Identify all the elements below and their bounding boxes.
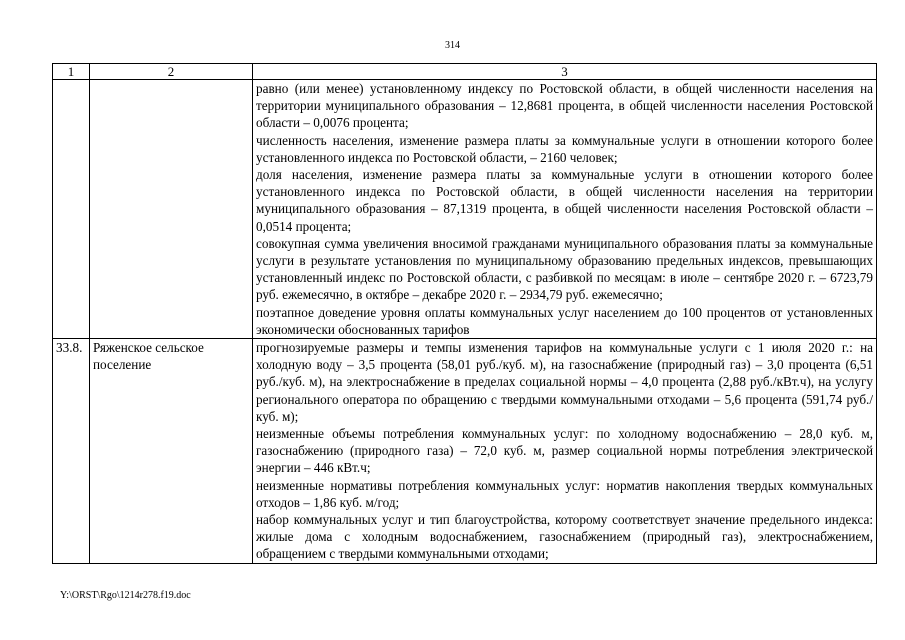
document-table <box>52 63 877 564</box>
header-col-2: 2 <box>90 64 253 80</box>
paragraph: численность населения, изменение размера платы за коммунальные услуги в отношении которого более установленного индекса по Ростовской области, – 2160 человек; <box>256 132 873 165</box>
row-number <box>53 80 90 339</box>
row-number: 33.8. <box>53 339 90 564</box>
row-content <box>253 339 877 564</box>
paragraph: равно (или менее) установленному индексу по Ростовской области, в общей численности населения на территории муниципального образования – 12,8681 процента, в общей численности населения Ростовской области – 0,0076 процента; <box>256 81 873 131</box>
paragraph: совокупная сумма увеличения вносимой гражданами муниципального образования платы за коммунальные услуги в результате установления по муниципальному образованию предельных индексов, превышающих установленный индекс по Ростовской области, с разбивкой по месяцам: в июле – сентябре 2020 г. – 6723,79 руб. ежемесячно, в октябре – декабре 2020 г. – 2934,79 руб. ежемесячно; <box>256 235 873 303</box>
table-row <box>53 339 877 564</box>
paragraph: неизменные объемы потребления коммунальных услуг: по холодному водоснабжению – 28,0 куб. м, газоснабжению (природного газа) – 72,0 куб. м, размер социальной нормы потребления электрической энергии – 446 кВт.ч; <box>256 426 873 476</box>
file-path-footer: Y:\ORST\Rgo\1214r278.f19.doc <box>60 590 191 601</box>
page-number: 314 <box>445 40 460 51</box>
row-name <box>90 80 253 339</box>
paragraph: набор коммунальных услуг и тип благоустройства, которому соответствует значение предельного индекса: жилые дома с холодным водоснабжением, газоснабжением (природный газ), электроснабжением, обращением с твердыми коммунальными отходами; <box>256 512 873 562</box>
paragraph: неизменные нормативы потребления коммунальных услуг: норматив накопления твердых коммунальных отходов – 1,86 куб. м/год; <box>256 477 873 510</box>
row-content <box>253 80 877 339</box>
paragraph: поэтапное доведение уровня оплаты коммунальных услуг населением до 100 процентов от установленных экономически обоснованных тарифов <box>256 304 873 337</box>
paragraph: прогнозируемые размеры и темпы изменения тарифов на коммунальные услуги с 1 июля 2020 г.: на холодную воду – 3,5 процента (58,01 руб./куб. м), на газоснабжение (природный газ) – 3,0 процента (6,51 руб./куб. м), на электроснабжение в пределах социальной нормы – 4,0 процента (2,88 руб./кВт.ч), на услугу регионального оператора по обращению с твердыми коммунальными отходами – 5,6 процента (591,74 руб./куб. м); <box>256 340 873 424</box>
header-col-3: 3 <box>253 64 877 80</box>
header-col-1: 1 <box>53 64 90 80</box>
paragraph: доля населения, изменение размера платы за коммунальные услуги в отношении которого более установленного индекса по Ростовской области, в общей численности населения на территории муниципального образования – 87,1319 процента, в общей численности населения Ростовской области – 0,0514 процента; <box>256 167 873 234</box>
table-header-row <box>53 64 877 80</box>
table-row <box>53 80 877 339</box>
row-name: Ряженское сельское поселение <box>90 339 253 564</box>
